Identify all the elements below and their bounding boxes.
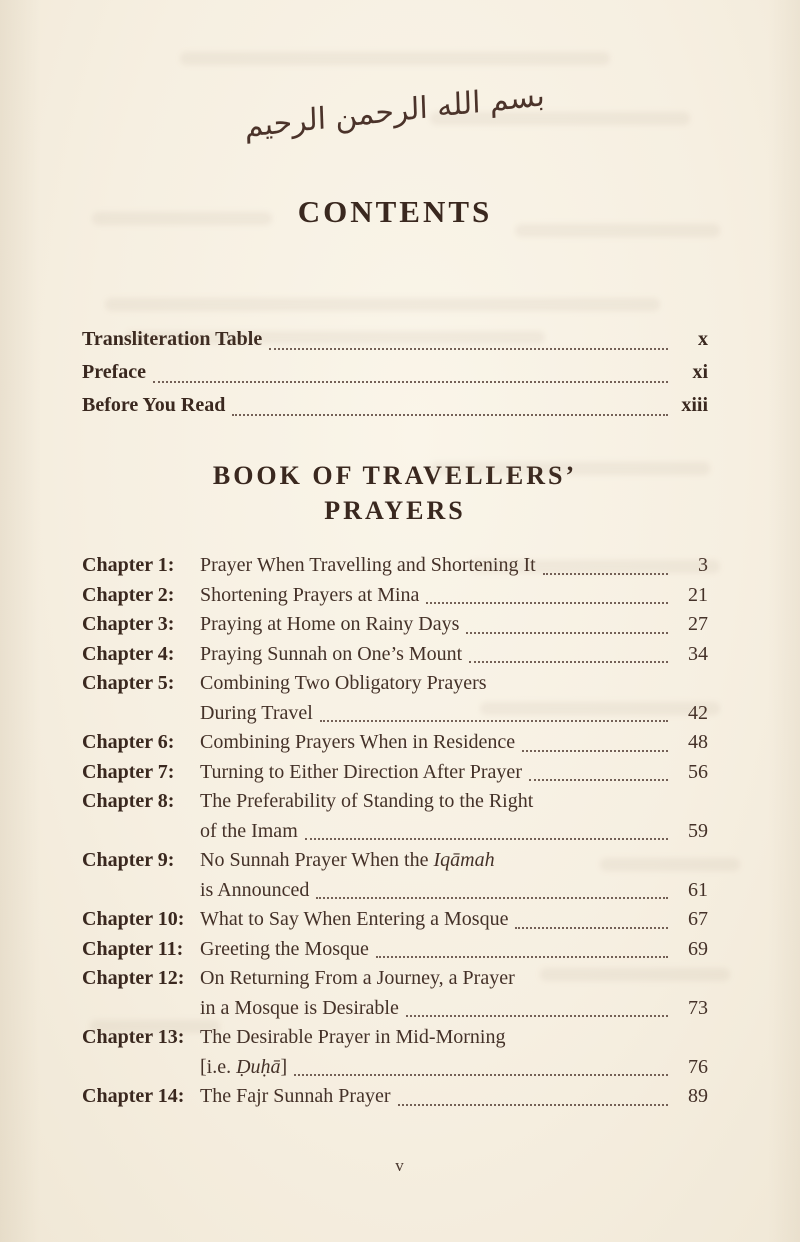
page-number: 3 xyxy=(698,554,708,576)
entry-text: On Returning From a Journey, a Prayer xyxy=(200,967,515,989)
chapter-label: Chapter 9: xyxy=(82,849,175,871)
transliterated-term: Iqāmah xyxy=(433,849,495,871)
entry-text: Praying at Home on Rainy Days xyxy=(200,613,460,635)
chapter-title-line xyxy=(200,994,708,1024)
dot-leader xyxy=(376,956,668,958)
chapter-title-text xyxy=(200,905,508,935)
chapter-title-line xyxy=(200,876,708,906)
front-matter-entry xyxy=(82,323,708,356)
dot-leader xyxy=(269,348,668,350)
folio-page-number: v xyxy=(395,1156,405,1175)
chapter-title-text xyxy=(200,935,369,965)
chapter-label: Chapter 11: xyxy=(82,937,184,960)
showthrough-smudge xyxy=(105,298,660,311)
entry-text: [i.e. xyxy=(200,1055,237,1078)
front-matter-title: Transliteration Table xyxy=(82,328,263,350)
page-number: 56 xyxy=(688,760,708,783)
chapter-title-line xyxy=(200,728,708,758)
entry-text: Praying Sunnah on One’s Mount xyxy=(200,642,463,665)
chapter-title-line xyxy=(200,640,708,670)
dot-leader xyxy=(305,838,668,840)
chapter-title-text xyxy=(200,787,533,817)
page-title: CONTENTS xyxy=(297,194,493,229)
section-heading-line2: PRAYERS xyxy=(324,496,466,525)
chapter-title-block xyxy=(200,610,708,640)
section-heading-line1: BOOK OF TRAVELLERS’ xyxy=(212,461,578,490)
chapter-title-text xyxy=(200,964,515,994)
chapter-title-text xyxy=(200,640,462,670)
entry-text: No Sunnah Prayer When the xyxy=(200,849,434,871)
chapter-title-block xyxy=(200,581,708,611)
toc-chapter-entry xyxy=(82,728,708,758)
entry-text: is Announced xyxy=(200,878,310,901)
chapter-title-block xyxy=(200,758,708,788)
toc-chapter-entry xyxy=(82,1082,708,1112)
page-number: 73 xyxy=(688,996,708,1019)
page-number: 34 xyxy=(688,642,708,665)
page-number: 27 xyxy=(688,613,708,635)
dot-leader xyxy=(466,632,668,634)
entry-text: in a Mosque is Desirable xyxy=(200,996,399,1019)
chapter-label: Chapter 7: xyxy=(82,760,175,783)
entry-text: The Desirable Prayer in Mid-Morning xyxy=(200,1026,506,1048)
page-number: 48 xyxy=(688,731,708,753)
front-matter-entry xyxy=(82,389,708,422)
toc-chapter-entry xyxy=(82,640,708,670)
dot-leader xyxy=(529,779,668,781)
chapter-title-text xyxy=(200,1082,391,1112)
chapter-title-text xyxy=(200,728,515,758)
chapter-title-block xyxy=(200,964,708,1023)
chapter-title-block xyxy=(200,787,708,846)
dot-leader xyxy=(515,927,668,929)
toc-chapter-entry xyxy=(82,551,708,581)
chapter-label: Chapter 4: xyxy=(82,642,175,665)
dot-leader xyxy=(469,661,668,663)
entry-text: Greeting the Mosque xyxy=(200,937,369,960)
chapter-title-text xyxy=(200,846,495,876)
entry-text: Combining Prayers When in Residence xyxy=(200,731,516,753)
chapter-title-line xyxy=(200,699,708,729)
page-number: xi xyxy=(692,361,708,383)
chapter-title-line xyxy=(200,1082,708,1112)
toc-chapter-entry xyxy=(82,1023,708,1082)
chapter-title-line xyxy=(200,581,708,611)
chapter-title-block xyxy=(200,905,708,935)
toc-chapter-entry xyxy=(82,610,708,640)
page-number: 42 xyxy=(688,701,708,724)
chapter-label: Chapter 14: xyxy=(82,1085,185,1107)
front-matter-title: Before You Read xyxy=(82,394,226,416)
page-number: x xyxy=(698,328,708,350)
chapter-label: Chapter 3: xyxy=(82,613,175,635)
chapter-title-block xyxy=(200,1082,708,1112)
chapter-title-line xyxy=(200,787,708,817)
section-heading xyxy=(82,458,708,528)
chapter-title-line xyxy=(200,758,708,788)
chapter-label: Chapter 12: xyxy=(82,967,185,989)
chapter-label: Chapter 1: xyxy=(82,554,175,576)
chapter-title-text xyxy=(200,817,298,847)
chapter-title-block xyxy=(200,846,708,905)
entry-text: Prayer When Travelling and Shortening It xyxy=(200,554,536,576)
page-number: 59 xyxy=(688,819,708,842)
chapter-title-line xyxy=(200,669,708,699)
front-matter-title: Preface xyxy=(82,361,147,383)
entry-text: Turning to Either Direction After Prayer xyxy=(200,760,522,783)
dot-leader xyxy=(406,1015,668,1017)
page-number: xiii xyxy=(681,394,708,416)
chapter-title-line xyxy=(200,1023,708,1053)
chapter-title-line xyxy=(200,817,708,847)
toc-chapter-entry xyxy=(82,964,708,1023)
page-number: 61 xyxy=(688,878,708,901)
dot-leader xyxy=(232,414,668,416)
chapter-title-text xyxy=(200,699,313,729)
chapter-label: Chapter 10: xyxy=(82,908,185,930)
chapter-label: Chapter 5: xyxy=(82,672,175,694)
entry-text: During Travel xyxy=(200,701,313,724)
entry-text: of the Imam xyxy=(200,819,298,842)
front-matter-entry xyxy=(82,356,708,389)
chapter-title-line xyxy=(200,610,708,640)
toc-chapter-entry xyxy=(82,581,708,611)
chapter-title-line xyxy=(200,964,708,994)
chapter-title-text xyxy=(200,669,487,699)
chapter-title-block xyxy=(200,935,708,965)
chapter-list xyxy=(82,551,708,1112)
dot-leader xyxy=(543,573,668,575)
toc-chapter-entry xyxy=(82,846,708,905)
chapter-title-text xyxy=(200,610,459,640)
chapter-title-line xyxy=(200,1053,708,1083)
chapter-title-block xyxy=(200,669,708,728)
toc-chapter-entry xyxy=(82,935,708,965)
chapter-label: Chapter 13: xyxy=(82,1026,185,1048)
toc-chapter-entry xyxy=(82,758,708,788)
bismillah-block xyxy=(82,0,708,170)
entry-text: The Preferability of Standing to the Right xyxy=(200,790,534,812)
page-number: 67 xyxy=(688,908,708,930)
dot-leader xyxy=(316,897,668,899)
chapter-title-block xyxy=(200,1023,708,1082)
chapter-title-line xyxy=(200,905,708,935)
entry-text: What to Say When Entering a Mosque xyxy=(200,908,509,930)
dot-leader xyxy=(320,720,668,722)
dot-leader xyxy=(294,1074,668,1076)
dot-leader xyxy=(398,1104,668,1106)
chapter-title-text xyxy=(200,1053,287,1083)
page-number: 21 xyxy=(688,583,708,606)
page-number: 89 xyxy=(688,1085,708,1107)
chapter-title-text xyxy=(200,1023,505,1053)
dot-leader xyxy=(426,602,668,604)
chapter-title-block xyxy=(200,551,708,581)
chapter-title-block xyxy=(200,728,708,758)
chapter-title-line xyxy=(200,935,708,965)
page-number: 76 xyxy=(688,1055,708,1078)
chapter-title-text xyxy=(200,551,536,581)
chapter-title-text xyxy=(200,581,419,611)
page-number: 69 xyxy=(688,937,708,960)
chapter-title-text xyxy=(200,994,399,1024)
chapter-title-block xyxy=(200,640,708,670)
front-matter-list xyxy=(82,323,708,422)
toc-chapter-entry xyxy=(82,787,708,846)
entry-text: Combining Two Obligatory Prayers xyxy=(200,672,487,694)
entry-text: ] xyxy=(280,1055,288,1078)
chapter-title-text xyxy=(200,758,522,788)
chapter-label: Chapter 6: xyxy=(82,731,175,753)
toc-chapter-entry xyxy=(82,669,708,728)
bismillah-calligraphy: بسم الله الرحمن الرحيم xyxy=(244,78,546,145)
chapter-label: Chapter 2: xyxy=(82,583,175,606)
chapter-label: Chapter 8: xyxy=(82,790,175,812)
chapter-title-line xyxy=(200,551,708,581)
chapter-title-line xyxy=(200,846,708,876)
toc-chapter-entry xyxy=(82,905,708,935)
entry-text: The Fajr Sunnah Prayer xyxy=(200,1085,391,1107)
transliterated-term: Ḍuḥā xyxy=(236,1055,281,1078)
chapter-title-text xyxy=(200,876,309,906)
dot-leader xyxy=(522,750,668,752)
entry-text: Shortening Prayers at Mina xyxy=(200,583,420,606)
dot-leader xyxy=(153,381,668,383)
